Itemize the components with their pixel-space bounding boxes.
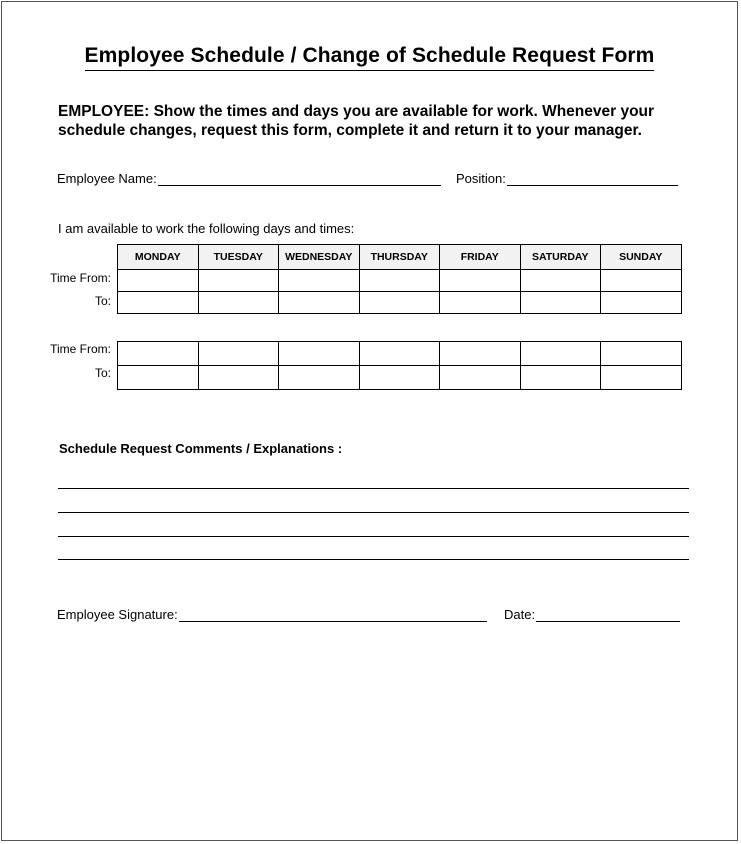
time-to-row-2 [118, 366, 682, 390]
day-header-tuesday: TUESDAY [198, 245, 279, 270]
time-to-cell-saturday[interactable] [520, 292, 601, 314]
to-label-2: To: [94, 366, 111, 380]
day-header-saturday: SATURDAY [520, 245, 601, 270]
position-input[interactable] [507, 171, 678, 186]
time-from-cell-wednesday[interactable] [279, 342, 360, 366]
time-from-cell-wednesday[interactable] [279, 270, 360, 292]
employee-name-input[interactable] [158, 171, 441, 186]
signature-input[interactable] [179, 607, 487, 622]
time-to-cell-wednesday[interactable] [279, 292, 360, 314]
time-to-cell-saturday[interactable] [520, 366, 601, 390]
time-from-cell-monday[interactable] [118, 270, 199, 292]
comment-line-3[interactable] [58, 536, 689, 537]
time-to-cell-tuesday[interactable] [198, 366, 279, 390]
page-title [2, 44, 737, 71]
time-from-cell-thursday[interactable] [359, 270, 440, 292]
day-header-friday: FRIDAY [440, 245, 521, 270]
signature-label: Employee Signature: [57, 607, 178, 622]
time-to-cell-sunday[interactable] [601, 366, 682, 390]
day-header-sunday: SUNDAY [601, 245, 682, 270]
instructions-text: EMPLOYEE: Show the times and days you are available for work. Whenever your schedule changes, request this form, complete it and return it to your manager. [58, 103, 655, 139]
time-to-row-1 [118, 292, 682, 314]
signature-field [57, 607, 487, 622]
time-from-cell-sunday[interactable] [601, 342, 682, 366]
comment-line-4[interactable] [58, 559, 689, 560]
comment-line-1[interactable] [58, 488, 689, 489]
form-page [1, 1, 738, 841]
employee-name-field [57, 171, 441, 186]
date-label: Date: [504, 607, 536, 622]
time-from-label-2: Time From: [50, 342, 111, 356]
day-header-thursday: THURSDAY [359, 245, 440, 270]
employee-name-label: Employee Name: [57, 171, 157, 186]
date-field [504, 607, 680, 622]
time-from-row-2 [118, 342, 682, 366]
time-from-cell-tuesday[interactable] [198, 342, 279, 366]
position-field [456, 171, 678, 186]
to-label-1: To: [94, 294, 111, 308]
time-to-cell-thursday[interactable] [359, 292, 440, 314]
availability-text: I am available to work the following days and times: [58, 221, 355, 236]
time-from-cell-tuesday[interactable] [198, 270, 279, 292]
day-header-row [118, 245, 682, 270]
comments-heading: Schedule Request Comments / Explanations : [59, 441, 343, 456]
time-from-cell-saturday[interactable] [520, 342, 601, 366]
time-to-cell-wednesday[interactable] [279, 366, 360, 390]
time-from-cell-sunday[interactable] [601, 270, 682, 292]
time-to-cell-friday[interactable] [440, 292, 521, 314]
time-from-cell-monday[interactable] [118, 342, 199, 366]
date-input[interactable] [536, 607, 680, 622]
time-to-cell-monday[interactable] [118, 292, 199, 314]
time-to-cell-tuesday[interactable] [198, 292, 279, 314]
position-label: Position: [456, 171, 506, 186]
time-from-cell-thursday[interactable] [359, 342, 440, 366]
time-to-cell-sunday[interactable] [601, 292, 682, 314]
time-from-label-1: Time From: [50, 271, 111, 285]
schedule-table-2 [117, 341, 682, 390]
time-to-cell-friday[interactable] [440, 366, 521, 390]
day-header-wednesday: WEDNESDAY [279, 245, 360, 270]
time-from-cell-friday[interactable] [440, 270, 521, 292]
time-from-cell-saturday[interactable] [520, 270, 601, 292]
comment-line-2[interactable] [58, 512, 689, 513]
time-from-cell-friday[interactable] [440, 342, 521, 366]
schedule-table-1 [117, 244, 682, 314]
time-from-row-1 [118, 270, 682, 292]
time-to-cell-monday[interactable] [118, 366, 199, 390]
page-title-text: Employee Schedule / Change of Schedule Request Form [85, 44, 655, 71]
day-header-monday: MONDAY [118, 245, 199, 270]
time-to-cell-thursday[interactable] [359, 366, 440, 390]
